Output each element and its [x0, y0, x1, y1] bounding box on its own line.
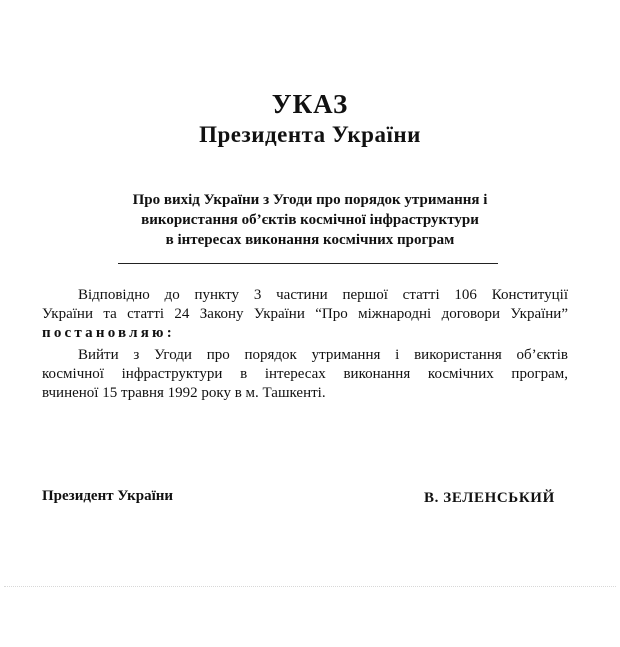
preamble-line: України та статті 24 Закону України “Про міжнародні договори України” — [42, 306, 568, 322]
preamble-paragraph — [42, 286, 568, 343]
subject-line: використання об’єктів космічної інфраструктури — [141, 212, 479, 228]
signatory-name: В. ЗЕЛЕНСЬКИЙ — [424, 490, 555, 506]
document-title: УКАЗ — [271, 89, 349, 119]
document-subtitle: Президента України — [199, 122, 421, 147]
scan-artifact-line — [4, 586, 616, 587]
operative-line: вчиненої 15 травня 1992 року в м. Ташкенті. — [42, 385, 326, 401]
operative-paragraph — [42, 346, 568, 403]
operative-line: Вийти з Угоди про порядок утримання і використання об’єктів — [78, 347, 568, 363]
decree-word: постановляю: — [42, 325, 175, 341]
operative-line: космічної інфраструктури в інтересах виконання космічних програм, — [42, 366, 568, 382]
preamble-line: Відповідно до пункту 3 частини першої статті 106 Конституції — [78, 287, 568, 303]
subject-line: Про вихід України з Угоди про порядок утримання і — [132, 192, 488, 208]
subject-divider — [118, 263, 498, 264]
subject-line: в інтересах виконання космічних програм — [165, 232, 455, 248]
signatory-position: Президент України — [42, 488, 174, 504]
decree-subject — [100, 190, 520, 250]
